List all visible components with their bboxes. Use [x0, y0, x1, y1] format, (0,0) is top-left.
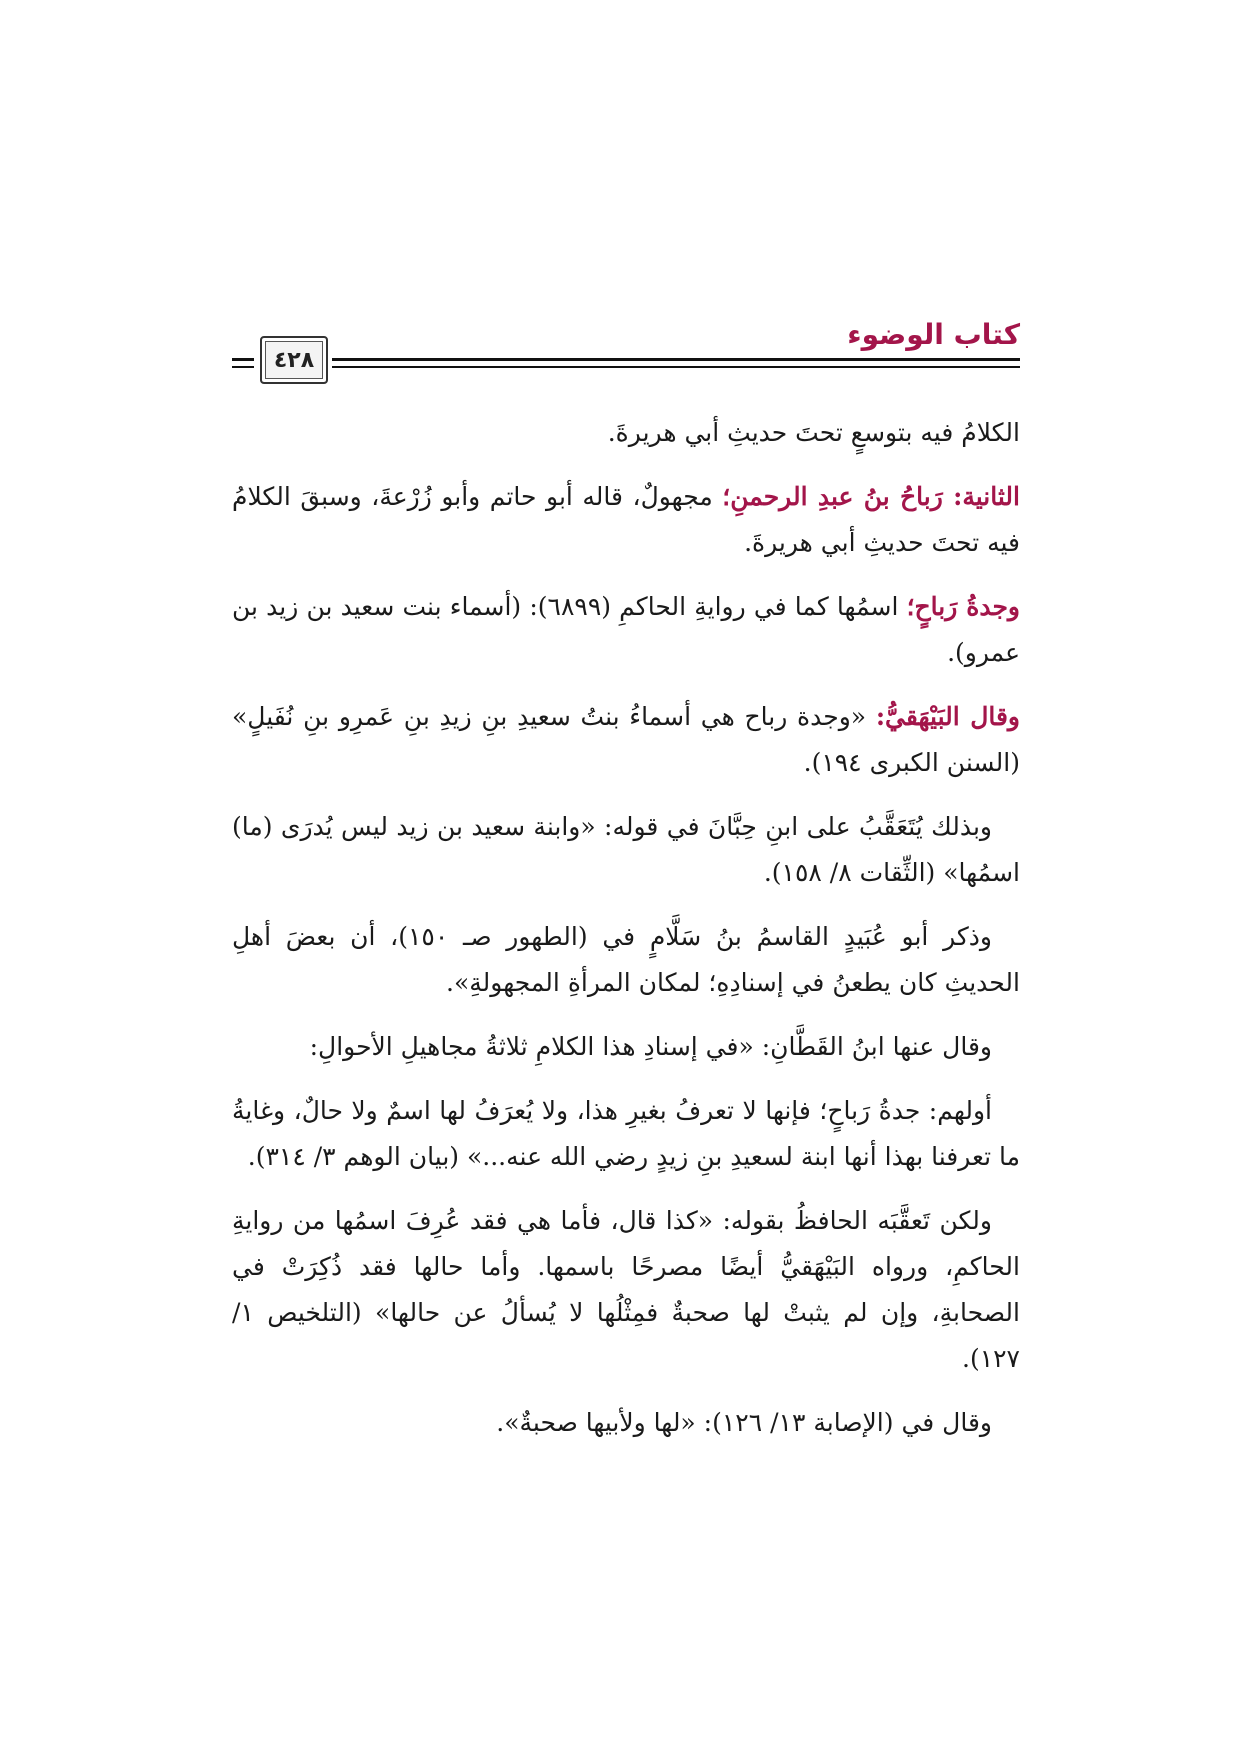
header-rule-left-thin	[232, 366, 254, 368]
paragraph	[232, 1198, 1020, 1382]
book-title: كتاب الوضوء	[847, 318, 1020, 351]
header-rule-right	[332, 358, 1020, 361]
paragraph-lead: وقال البَيْهَقيُّ:	[875, 702, 1020, 731]
paragraph-text: ولكن تَعقَّبَه الحافظُ بقوله: «كذا قال، فأما هي فقد عُرِفَ اسمُها من روايةِ الحاكمِ، ورواه البَيْهَقيُّ أيضًا مصرحًا باسمها. وأما حالها فقد ذُكِرَتْ في الصحابةِ، وإن لم يثبتْ لها صحبةٌ فمِثْلُها لا يُسألُ عن حالها» (التلخيص ١/ ١٢٧).	[232, 1206, 1020, 1373]
page-number: ٤٢٨	[260, 336, 328, 384]
paragraph-text: وبذلك يُتَعَقَّبُ على ابنِ حِبَّانَ في قوله: «وابنة سعيد بن زيد ليس يُدرَى (ما) اسمُها» (الثِّقات ٨/ ١٥٨).	[232, 812, 1020, 887]
paragraph-text: مجهولٌ، قاله أبو حاتم وأبو زُرْعةَ، وسبقَ الكلامُ فيه تحتَ حديثِ أبي هريرةَ.	[232, 482, 1020, 557]
paragraph	[232, 474, 1020, 566]
paragraph-text: الكلامُ فيه بتوسعٍ تحتَ حديثِ أبي هريرةَ.	[607, 418, 1020, 447]
paragraph-lead: وجدةُ رَباحٍ؛	[906, 592, 1021, 621]
paragraph-text: اسمُها كما في روايةِ الحاكمِ (٦٨٩٩): (أسماء بنت سعيد بن زيد بن عمرو).	[232, 592, 1020, 667]
paragraph	[232, 1400, 1020, 1446]
page-body	[232, 410, 1020, 1464]
paragraph-text: وقال في (الإصابة ١٣/ ١٢٦): «لها ولأبيها صحبةٌ».	[496, 1408, 992, 1437]
header-rule-right-thin	[332, 366, 1020, 368]
paragraph-text: وقال عنها ابنُ القَطَّانِ: «في إسنادِ هذا الكلامِ ثلاثةُ مجاهيلِ الأحوالِ:	[309, 1032, 992, 1061]
paragraph-text: وذكر أبو عُبَيدٍ القاسمُ بنُ سَلَّامٍ في (الطهور صـ ١٥٠)، أن بعضَ أهلِ الحديثِ كان يطعنُ في إسنادِهِ؛ لمكان المرأةِ المجهولةِ».	[232, 922, 1020, 997]
paragraph	[232, 1024, 1020, 1070]
page-header	[232, 318, 1020, 388]
paragraph-lead: الثانية: رَباحُ بنُ عبدِ الرحمنِ؛	[722, 482, 1020, 511]
paragraph	[232, 410, 1020, 456]
paragraph	[232, 914, 1020, 1006]
paragraph	[232, 694, 1020, 786]
paragraph	[232, 804, 1020, 896]
header-rule-left	[232, 358, 254, 361]
paragraph	[232, 584, 1020, 676]
paragraph	[232, 1088, 1020, 1180]
paragraph-text: «وجدة رباح هي أسماءُ بنتُ سعيدِ بنِ زيدِ بنِ عَمرِو بنِ نُفَيلٍ» (السنن الكبرى ١٩٤).	[232, 702, 1020, 777]
paragraph-text: أولهم: جدةُ رَباحٍ؛ فإنها لا تعرفُ بغيرِ هذا، ولا يُعرَفُ لها اسمٌ ولا حالٌ، وغايةُ ما تعرفنا بهذا أنها ابنة لسعيدِ بنِ زيدٍ رضي الله عنه...» (بيان الوهم ٣/ ٣١٤).	[232, 1096, 1020, 1171]
